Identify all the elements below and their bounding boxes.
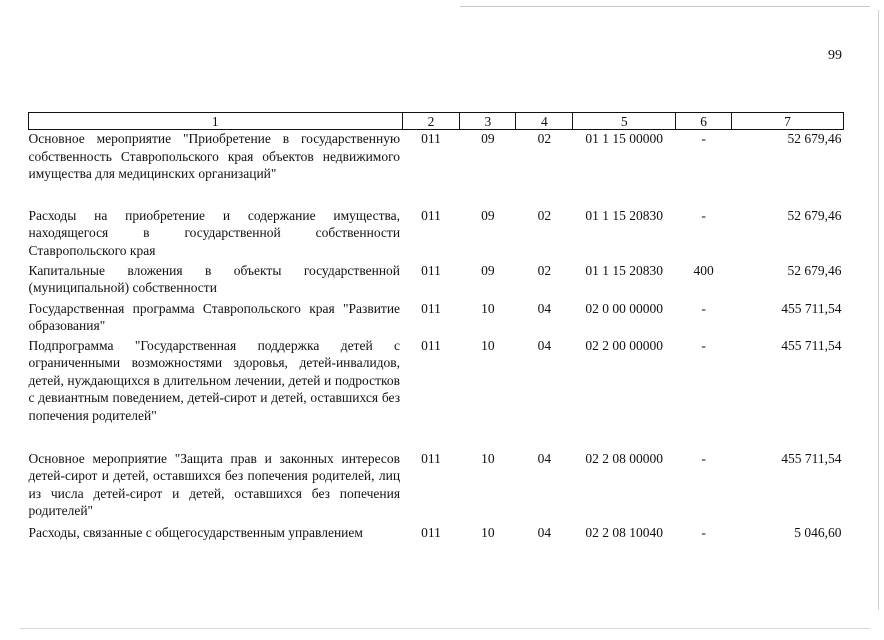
- expense-type-code: 400: [693, 262, 714, 278]
- section-code: 09: [481, 262, 495, 278]
- item-name: Расходы на приобретение и содержание имущества, находящегося в государственной собственности Ставропольского края: [28, 207, 401, 258]
- subsection-code: 02: [537, 207, 552, 223]
- column-header: 6: [676, 113, 732, 130]
- section-code: 10: [481, 300, 495, 316]
- subsection-code: 04: [537, 524, 552, 540]
- amount: 455 711,54: [781, 450, 842, 466]
- section-code: 10: [481, 524, 495, 540]
- table-row: [29, 130, 844, 207]
- section-code: 10: [481, 337, 495, 353]
- table-row: [29, 524, 844, 544]
- table-row: [29, 450, 844, 524]
- scan-edge-top: [460, 6, 870, 7]
- ministry-code: 011: [421, 207, 441, 223]
- amount: 5 046,60: [794, 524, 842, 540]
- amount: 455 711,54: [781, 337, 842, 353]
- item-name: Расходы, связанные с общегосударственным управлением: [28, 524, 363, 540]
- column-header: 7: [732, 113, 844, 130]
- amount: 455 711,54: [781, 300, 842, 316]
- subsection-code: 02: [537, 262, 552, 278]
- subsection-code: 04: [537, 337, 552, 353]
- page-number: 99: [828, 48, 842, 63]
- column-header: 3: [460, 113, 516, 130]
- table-row: [29, 337, 844, 450]
- expense-type-code: -: [701, 300, 706, 316]
- table-row: [29, 262, 844, 300]
- section-code: 09: [481, 207, 495, 223]
- column-header: 4: [516, 113, 573, 130]
- column-header: 5: [573, 113, 676, 130]
- expense-type-code: -: [701, 337, 706, 353]
- table-header-row: [29, 113, 844, 130]
- target-code: 02 2 08 00000: [585, 450, 664, 466]
- ministry-code: 011: [421, 450, 441, 466]
- expense-type-code: -: [701, 131, 706, 146]
- section-code: 10: [481, 450, 495, 466]
- target-code: 02 0 00 00000: [585, 300, 664, 316]
- item-name: Основное мероприятие "Приобретение в государственную собственность Ставропольского края объектов недвижимого имущества для медицинских организаций": [28, 131, 401, 181]
- target-code: 01 1 15 00000: [585, 131, 664, 146]
- column-header: 2: [402, 113, 460, 130]
- subsection-code: 04: [537, 450, 552, 466]
- item-name: Капитальные вложения в объекты государственной (муниципальной) собственности: [28, 262, 401, 295]
- expense-type-code: -: [701, 207, 706, 223]
- target-code: 01 1 15 20830: [585, 262, 664, 278]
- amount: 52 679,46: [787, 262, 842, 278]
- item-name: Основное мероприятие "Защита прав и законных интересов детей-сирот и детей, оставшихся без попечения родителей, лиц из числа детей-сирот и детей, оставшихся без попечения родителей": [28, 450, 401, 518]
- scan-edge-bottom: [20, 628, 870, 629]
- amount: 52 679,46: [787, 207, 842, 223]
- section-code: 09: [481, 131, 495, 146]
- expense-type-code: -: [701, 524, 706, 540]
- table-row: [29, 300, 844, 337]
- ministry-code: 011: [421, 524, 441, 540]
- scan-edge-right: [878, 10, 879, 610]
- ministry-code: 011: [421, 262, 441, 278]
- ministry-code: 011: [421, 300, 441, 316]
- item-name: Подпрограмма "Государственная поддержка детей с ограниченными возможностями здоровья, детей-инвалидов, детей, нуждающихся в длительном лечении, детей и подростков с девиантным поведением, детей-сирот и детей, оставшихся без попечения родителей": [28, 337, 401, 423]
- subsection-code: 04: [537, 300, 552, 316]
- expense-type-code: -: [701, 450, 706, 466]
- subsection-code: 02: [537, 131, 552, 146]
- target-code: 02 2 08 10040: [585, 524, 664, 540]
- target-code: 02 2 00 00000: [585, 337, 664, 353]
- budget-table: [28, 112, 844, 544]
- ministry-code: 011: [421, 337, 441, 353]
- ministry-code: 011: [421, 131, 441, 146]
- column-header: 1: [29, 113, 403, 130]
- item-name: Государственная программа Ставропольского края "Развитие образования": [28, 300, 401, 333]
- table-row: [29, 207, 844, 262]
- target-code: 01 1 15 20830: [585, 207, 664, 223]
- amount: 52 679,46: [787, 131, 842, 146]
